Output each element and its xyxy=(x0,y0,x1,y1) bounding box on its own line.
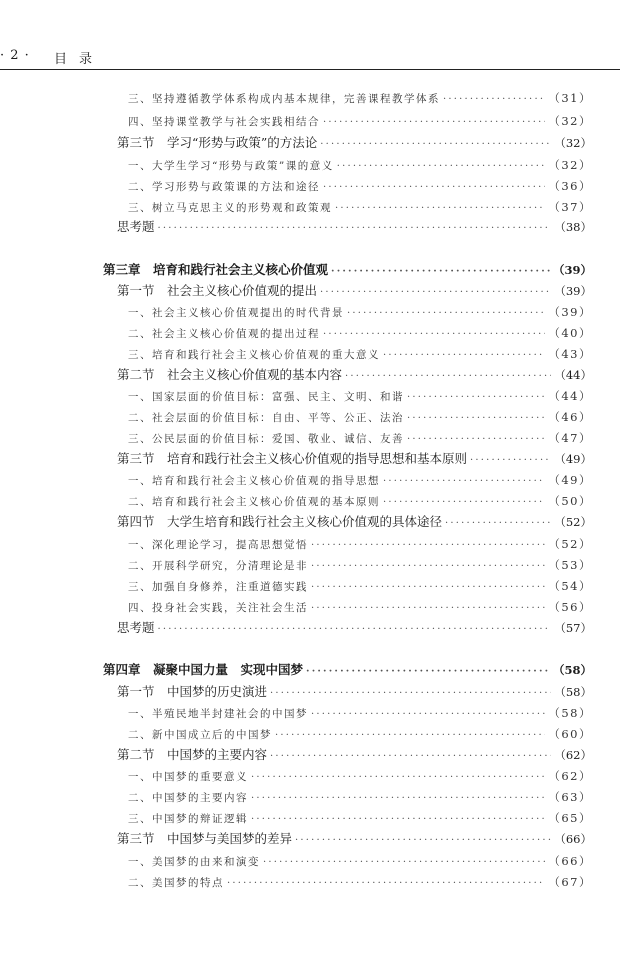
toc-entry-page: （65） xyxy=(548,811,592,825)
toc-entry-item xyxy=(128,155,592,175)
toc-entry-title: 一、半殖民地半封建社会的中国梦 xyxy=(128,708,308,720)
page-header xyxy=(0,44,620,68)
toc-entry-title: 二、中国梦的主要内容 xyxy=(128,792,248,804)
toc-entry-title: 三、培育和践行社会主义核心价值观的重大意义 xyxy=(128,349,380,361)
toc-entry-title: 第一节 中国梦的历史演进 xyxy=(117,684,268,699)
toc-entry-section xyxy=(117,133,592,153)
toc-entry-page: （62） xyxy=(548,769,592,783)
toc-leader-dots xyxy=(263,853,545,873)
toc-entry-item xyxy=(128,344,592,364)
toc-entry-item xyxy=(128,407,592,427)
toc-entry-section xyxy=(117,449,592,469)
toc-entry-chapter xyxy=(103,660,592,680)
toc-entry-page: （36） xyxy=(548,179,592,193)
toc-entry-title: 第三节 培育和践行社会主义核心价值观的指导思想和基本原则 xyxy=(117,451,468,466)
toc-entry-title: 第三节 学习“形势与政策”的方法论 xyxy=(117,135,318,150)
toc-entry-item xyxy=(128,534,592,554)
toc-entry-title: 二、社会层面的价值目标：自由、平等、公正、法治 xyxy=(128,412,404,424)
toc-entry-title: 一、社会主义核心价值观提出的时代背景 xyxy=(128,307,344,319)
toc-entry-item xyxy=(128,576,592,596)
toc-entry-page: （58） xyxy=(554,685,592,699)
toc-entry-section xyxy=(117,829,592,849)
toc-leader-dots xyxy=(470,451,551,471)
toc-leader-dots xyxy=(158,219,552,239)
toc-entry-page: （66） xyxy=(554,832,592,846)
toc-leader-dots xyxy=(407,388,545,408)
toc-entry-item xyxy=(128,724,592,744)
toc-entry-title: 二、新中国成立后的中国梦 xyxy=(128,729,272,741)
toc-entry-title: 三、中国梦的辩证逻辑 xyxy=(128,813,248,825)
toc-entry-item xyxy=(128,88,592,108)
toc-entry-end xyxy=(117,217,592,237)
toc-entry-item xyxy=(128,323,592,343)
toc-entry-page: （56） xyxy=(548,600,592,614)
toc-entry-page: （46） xyxy=(548,410,592,424)
toc-entry-title: 一、美国梦的由来和演变 xyxy=(128,856,260,868)
toc-entry-title: 第一节 社会主义核心价值观的提出 xyxy=(117,283,318,298)
toc-entry-page: （52） xyxy=(548,537,592,551)
page-number: · 2 · xyxy=(0,48,30,63)
toc-entry-page: （38） xyxy=(554,220,592,234)
toc-entry-item xyxy=(128,808,592,828)
toc-entry-title: 三、加强自身修养，注重道德实践 xyxy=(128,581,308,593)
page-title: 目录 xyxy=(54,52,105,67)
toc-entry-page: （67） xyxy=(548,875,592,889)
toc-entry-title: 一、深化理论学习，提高思想觉悟 xyxy=(128,539,308,551)
toc-leader-dots xyxy=(270,747,551,767)
toc-entry-section xyxy=(117,745,592,765)
toc-entry-page: （62） xyxy=(554,748,592,762)
toc-entry-page: （37） xyxy=(548,200,592,214)
toc-leader-dots xyxy=(251,789,545,809)
toc-leader-dots xyxy=(331,262,550,282)
toc-entry-page: （50） xyxy=(548,494,592,508)
toc-leader-dots xyxy=(407,409,545,429)
toc-entry-title: 三、坚持遵循教学体系构成内基本规律，完善课程教学体系 xyxy=(128,93,440,105)
toc-entry-title: 四、投身社会实践，关注社会生活 xyxy=(128,602,308,614)
toc-entry-title: 第四节 大学生培育和践行社会主义核心价值观的具体途径 xyxy=(117,514,443,529)
toc-entry-page: （40） xyxy=(548,326,592,340)
toc-entry-page: （60） xyxy=(548,727,592,741)
toc-entry-end xyxy=(117,618,592,638)
toc-leader-dots xyxy=(311,578,545,598)
toc-leader-dots xyxy=(407,430,545,450)
toc-entry-page: （52） xyxy=(554,515,592,529)
toc-leader-dots xyxy=(311,557,545,577)
toc-leader-dots xyxy=(383,493,545,513)
toc-entry-section xyxy=(117,512,592,532)
header-rule xyxy=(0,69,620,70)
toc-leader-dots xyxy=(383,346,545,366)
toc-leader-dots xyxy=(158,620,552,640)
toc-entry-item xyxy=(128,197,592,217)
toc-entry-title: 第二节 社会主义核心价值观的基本内容 xyxy=(117,367,343,382)
toc-entry-item xyxy=(128,703,592,723)
toc-entry-page: （32） xyxy=(548,158,592,172)
toc-entry-page: （39） xyxy=(554,284,592,298)
toc-entry-page: （49） xyxy=(554,452,592,466)
toc-entry-title: 一、国家层面的价值目标：富强、民主、文明、和谐 xyxy=(128,391,404,403)
toc-leader-dots xyxy=(445,514,551,534)
toc-leader-dots xyxy=(323,325,545,345)
toc-entry-item xyxy=(128,302,592,322)
toc-entry-page: （49） xyxy=(548,473,592,487)
toc-entry-page: （44） xyxy=(554,368,592,382)
toc-entry-title: 思考题 xyxy=(117,219,155,234)
toc-entry-title: 思考题 xyxy=(117,620,155,635)
toc-entry-chapter xyxy=(103,260,592,280)
toc-leader-dots xyxy=(306,662,550,682)
toc-entry-title: 第三章 培育和践行社会主义核心价值观 xyxy=(103,262,329,277)
toc-entry-item xyxy=(128,766,592,786)
toc-entry-item xyxy=(128,386,592,406)
toc-entry-page: （44） xyxy=(548,389,592,403)
toc-entry-title: 四、坚持课堂教学与社会实践相结合 xyxy=(128,116,320,128)
toc-entry-item xyxy=(128,176,592,196)
toc-entry-page: （53） xyxy=(548,558,592,572)
toc-entry-title: 二、美国梦的特点 xyxy=(128,877,224,889)
toc-leader-dots xyxy=(270,684,551,704)
toc-entry-page: （32） xyxy=(548,114,592,128)
toc-entry-title: 三、树立马克思主义的形势观和政策观 xyxy=(128,202,332,214)
toc-entry-title: 第三节 中国梦与美国梦的差异 xyxy=(117,831,293,846)
toc-entry-page: （32） xyxy=(554,136,592,150)
toc-entry-page: （39） xyxy=(552,263,592,277)
toc-entry-page: （39） xyxy=(548,305,592,319)
toc-leader-dots xyxy=(295,831,551,851)
toc-entry-item xyxy=(128,470,592,490)
toc-leader-dots xyxy=(251,768,545,788)
toc-entry-title: 二、学习形势与政策课的方法和途径 xyxy=(128,181,320,193)
toc-entry-section xyxy=(117,365,592,385)
toc-entry-page: （58） xyxy=(548,706,592,720)
toc-entry-page: （31） xyxy=(548,91,592,105)
toc-leader-dots xyxy=(323,178,545,198)
toc-leader-dots xyxy=(443,90,545,110)
toc-leader-dots xyxy=(311,536,545,556)
toc-entry-page: （66） xyxy=(548,854,592,868)
toc-entry-title: 第二节 中国梦的主要内容 xyxy=(117,747,268,762)
toc-entry-item xyxy=(128,597,592,617)
toc-leader-dots xyxy=(311,599,545,619)
toc-entry-page: （63） xyxy=(548,790,592,804)
toc-entry-item xyxy=(128,111,592,131)
toc-leader-dots xyxy=(275,726,545,746)
toc-entry-item xyxy=(128,491,592,511)
toc-entry-section xyxy=(117,281,592,301)
toc-leader-dots xyxy=(335,199,545,219)
toc-entry-section xyxy=(117,682,592,702)
toc-entry-item xyxy=(128,787,592,807)
toc-entry-item xyxy=(128,851,592,871)
toc-entry-title: 二、社会主义核心价值观的提出过程 xyxy=(128,328,320,340)
toc-leader-dots xyxy=(227,874,545,894)
toc-entry-page: （54） xyxy=(548,579,592,593)
toc-entry-title: 三、公民层面的价值目标：爱国、敬业、诚信、友善 xyxy=(128,433,404,445)
toc-leader-dots xyxy=(347,304,545,324)
toc-leader-dots xyxy=(337,157,546,177)
toc-leader-dots xyxy=(311,705,545,725)
toc-leader-dots xyxy=(383,472,545,492)
toc-entry-title: 一、培育和践行社会主义核心价值观的指导思想 xyxy=(128,475,380,487)
toc-entry-page: （43） xyxy=(548,347,592,361)
toc-entry-page: （58） xyxy=(552,663,592,677)
toc-entry-title: 二、培育和践行社会主义核心价值观的基本原则 xyxy=(128,496,380,508)
toc-entry-page: （47） xyxy=(548,431,592,445)
toc-leader-dots xyxy=(323,113,545,133)
toc-leader-dots xyxy=(320,283,551,303)
toc-leader-dots xyxy=(345,367,551,387)
toc-leader-dots xyxy=(251,810,545,830)
toc-entry-title: 第四章 凝聚中国力量 实现中国梦 xyxy=(103,662,304,677)
toc-entry-item xyxy=(128,428,592,448)
toc-entry-item xyxy=(128,872,592,892)
toc-entry-title: 一、大学生学习“形势与政策”课的意义 xyxy=(128,160,334,172)
toc-entry-title: 二、开展科学研究，分清理论是非 xyxy=(128,560,308,572)
toc-entry-page: （57） xyxy=(554,621,592,635)
toc-entry-item xyxy=(128,555,592,575)
toc-entry-title: 一、中国梦的重要意义 xyxy=(128,771,248,783)
toc-leader-dots xyxy=(320,135,551,155)
